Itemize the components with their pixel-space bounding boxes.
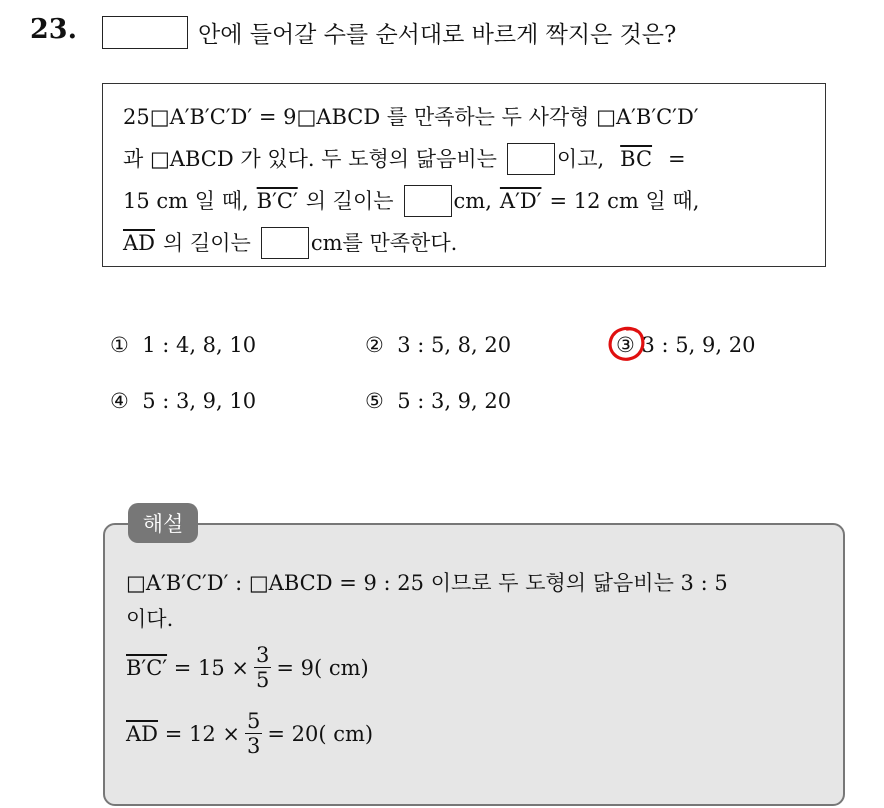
problem-text: 이고, <box>556 147 605 171</box>
problem-text: 과 □ABCD 가 있다. 두 도형의 닮음비는 <box>123 147 497 171</box>
choice-number: ② <box>365 333 384 357</box>
choice-number: ⑤ <box>365 389 384 413</box>
problem-line-3 <box>123 180 805 222</box>
choice-1[interactable] <box>110 333 256 357</box>
problem-line-4 <box>123 222 805 264</box>
equation-text: = 20( cm) <box>267 721 374 746</box>
segment-label: $\overline{AD}$ <box>126 721 159 746</box>
denominator: 5 <box>256 668 270 692</box>
choice-2[interactable] <box>365 333 511 357</box>
answer-circle-mark <box>607 325 647 363</box>
ratio-blank <box>507 143 555 175</box>
question-prompt-line <box>102 16 676 49</box>
equation-text: = 12 × <box>164 721 240 746</box>
explanation-equation-2 <box>126 709 373 758</box>
problem-box <box>102 83 826 267</box>
segment-label: B′C′ <box>126 655 168 680</box>
problem-text: = 12 cm 일 때, <box>549 189 700 213</box>
explanation-line-1: □A′B′C′D′ : □ABCD = 9 : 25 이므로 두 도형의 닮음비는 3 : 5 <box>126 571 728 595</box>
fraction <box>245 709 262 758</box>
explanation-tab-label: 해설 <box>128 503 198 543</box>
segment-label: B′C′ <box>256 189 298 213</box>
numerator: 3 <box>256 643 270 667</box>
equation-text: = 9( cm) <box>276 655 369 680</box>
question-number: 23. <box>30 14 77 45</box>
problem-text: cm, <box>453 189 492 213</box>
length-blank <box>261 227 309 259</box>
choice-number: ③ <box>616 333 635 357</box>
choice-text: 3 : 5, 8, 20 <box>397 333 512 357</box>
choice-text: 3 : 5, 9, 20 <box>641 333 756 357</box>
choice-number: ① <box>110 333 129 357</box>
problem-text: 15 cm 일 때, <box>123 189 249 213</box>
problem-text: 25□A′B′C′D′ = 9□ABCD 를 만족하는 두 사각형 □A′B′C′D′ <box>123 105 699 129</box>
explanation-equation-1 <box>126 643 369 692</box>
numerator: 5 <box>246 709 261 733</box>
problem-line-2 <box>123 138 805 180</box>
equation-text: = 15 × <box>173 655 249 680</box>
choice-text: 5 : 3, 9, 10 <box>142 389 257 413</box>
choice-text: 5 : 3, 9, 20 <box>397 389 512 413</box>
denominator: 3 <box>246 734 261 758</box>
choice-4[interactable] <box>110 389 256 413</box>
segment-label: $\overline{BC}$ <box>620 147 653 171</box>
explanation-line-2: 이다. <box>126 607 174 631</box>
problem-text: cm를 만족한다. <box>310 231 458 255</box>
explanation-box <box>103 523 845 806</box>
length-blank <box>404 185 452 217</box>
segment-label: A′D′ <box>499 189 542 213</box>
answer-blank-box <box>102 16 188 49</box>
fraction <box>254 643 271 692</box>
choice-number: ④ <box>110 389 129 413</box>
problem-text: = <box>668 147 686 171</box>
problem-line-1 <box>123 96 805 138</box>
question-prompt: 안에 들어갈 수를 순서대로 바르게 짝지은 것은? <box>198 22 677 48</box>
choice-text: 1 : 4, 8, 10 <box>142 333 257 357</box>
choice-5[interactable] <box>365 389 511 413</box>
problem-text: 의 길이는 <box>305 189 394 213</box>
segment-label: $\overline{AD}$ <box>123 231 156 255</box>
problem-text: 의 길이는 <box>163 231 251 255</box>
